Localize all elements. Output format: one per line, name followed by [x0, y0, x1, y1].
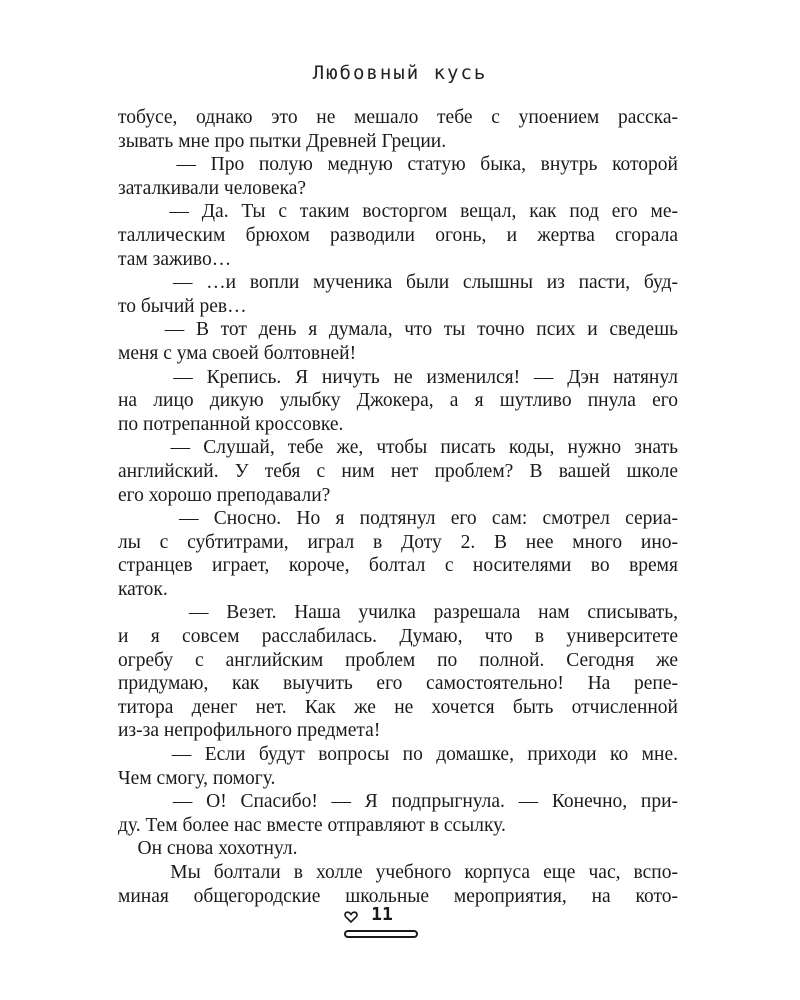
text-line: ду. Тем более нас вместе отправляют в ссылку.: [118, 814, 506, 836]
heart-icon: [344, 910, 358, 924]
running-head: Любовный кусь: [312, 62, 488, 84]
text-line: — Если будут вопросы по домашке, приходи ко мне.: [118, 744, 678, 766]
page-folio: [340, 904, 420, 944]
text-line: — Слушай, тебе же, чтобы писать коды, нужно знать: [118, 437, 678, 459]
text-line: на лицо дикую улыбку Джокера, а я шутливо пнула его: [118, 390, 678, 412]
text-line: — Про полую медную статую быка, внутрь которой: [118, 154, 678, 176]
text-line: и я совсем расслабилась. Думаю, что в университете: [118, 626, 678, 648]
text-line: лы с субтитрами, играл в Доту 2. В нее много ино-: [118, 531, 678, 553]
text-line: Он снова хохотнул.: [118, 838, 298, 860]
text-line: то бычий рев…: [118, 295, 247, 317]
folio-ornament-bar: [344, 930, 418, 938]
text-line: по потрепанной кроссовке.: [118, 413, 344, 435]
text-line: — Да. Ты с таким восторгом вещал, как под его ме-: [118, 201, 678, 223]
text-line: Мы болтали в холле учебного корпуса еще час, вспо-: [118, 862, 678, 883]
text-line: меня с ума своей болтовней!: [118, 342, 357, 364]
text-line: — В тот день я думала, что ты точно псих и сведешь: [118, 319, 678, 341]
text-line: — О! Спасибо! — Я подпрыгнула. — Конечно, при-: [118, 791, 678, 813]
text-line: Чем смогу, помогу.: [118, 767, 276, 789]
body-text: [118, 106, 678, 908]
text-line: — Сносно. Но я подтянул его сам: смотрел сериа-: [118, 508, 678, 530]
text-line: заталкивали человека?: [118, 177, 307, 199]
text-line: придумаю, как выучить его самостоятельно! На репе-: [118, 673, 678, 695]
page-number: 11: [371, 904, 393, 925]
text-line: из-за непрофильного предмета!: [118, 720, 381, 742]
text-line: титора денег нет. Как же не хочется быть отчисленной: [118, 696, 678, 718]
text-line: тобусе, однако это не мешало тебе с упоением расска-: [118, 107, 678, 128]
text-line: его хорошо преподавали?: [118, 484, 331, 506]
text-line: огребу с английским проблем по полной. Сегодня же: [118, 649, 678, 671]
text-line: — …и вопли мученика были слышны из пасти, буд-: [118, 272, 678, 294]
text-line: там заживо…: [118, 248, 232, 270]
text-line: — Везет. Наша училка разрешала нам списывать,: [118, 602, 678, 624]
text-line: — Крепись. Я ничуть не изменился! — Дэн натянул: [118, 366, 678, 388]
text-line: странцев играет, короче, болтал с носителями во время: [118, 555, 678, 577]
text-line: таллическим брюхом разводили огонь, и жертва сгорала: [118, 224, 678, 246]
text-line: каток.: [118, 578, 168, 600]
text-line: миная общегородские школьные мероприятия, на кото-: [118, 885, 678, 907]
text-line: английский. У тебя с ним нет проблем? В вашей школе: [118, 460, 678, 482]
text-line: зывать мне про пытки Древней Греции.: [118, 130, 447, 152]
